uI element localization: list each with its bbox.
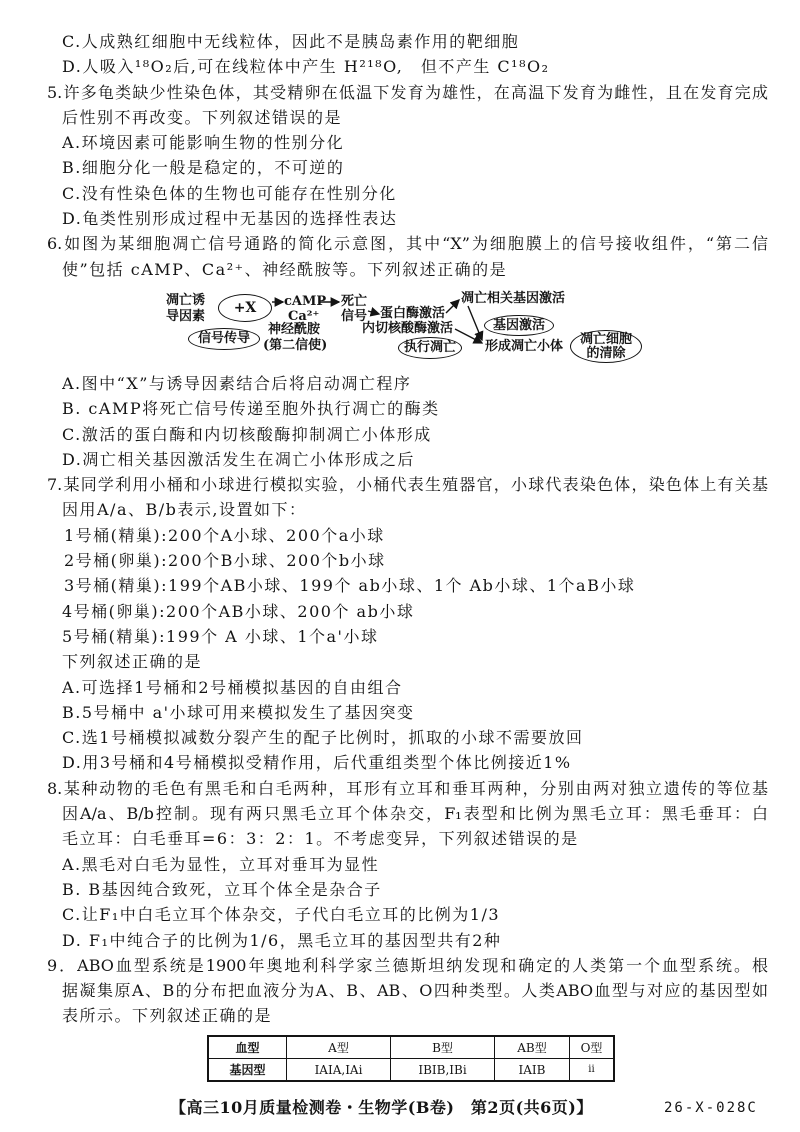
inducer-label-line-2: 导因素	[166, 309, 206, 324]
q7-question: 下列叙述正确的是	[62, 652, 203, 672]
apoptosis-gene-activation: 凋亡相关基因激活	[461, 291, 566, 306]
death-signal-line-2: 信号	[341, 309, 368, 324]
execution-label: 执行凋亡	[403, 340, 456, 355]
q7-option-a: A.可选择1号桶和2号桶模拟基因的自由组合	[62, 677, 403, 697]
q5-option-d: D.龟类性别形成过程中无基因的选择性表达	[62, 209, 398, 229]
q8-stem-line-3: 毛立耳：白毛垂耳=6：3：2：1。不考虑变异，下列叙述错误的是	[62, 829, 579, 849]
q7-option-d: D.用3号桶和4号桶模拟受精作用，后代重组类型个体比例接近1%	[62, 753, 572, 773]
q4-option-c: C.人成熟红细胞中无线粒体，因此不是胰岛素作用的靶细胞	[62, 32, 520, 51]
death-signal-line-1: 死亡	[341, 294, 368, 309]
table-header-row	[208, 1036, 614, 1059]
table-cell: 基因型	[208, 1059, 287, 1082]
blood-type-table	[207, 1035, 615, 1082]
q6-option-b: B. cAMP将死亡信号传递至胞外执行凋亡的酶类	[62, 399, 440, 419]
q6-option-d: D.凋亡相关基因激活发生在凋亡小体形成之后	[62, 449, 415, 469]
table-header-cell: B型	[391, 1036, 495, 1059]
apoptosis-pathway-diagram	[0, 282, 800, 371]
messenger-camp: cAMP	[284, 294, 327, 309]
signal-transduction-label: 信号传导	[197, 331, 250, 346]
q6-option-a: A.图中“X”与诱导因素结合后将启动凋亡程序	[62, 374, 412, 393]
table-header-cell: A型	[287, 1036, 391, 1059]
clearance-oval	[570, 330, 642, 363]
q8-stem-line-2: 因A/a、B/b控制。现有两只黑毛立耳个体杂交，F₁表型和比例为黑毛立耳：黑毛垂耳：白	[62, 804, 768, 824]
signal-transduction-oval	[188, 328, 260, 350]
q7-option-c: C.选1号桶模拟减数分裂产生的配子比例时，抓取的小球不需要放回	[62, 728, 584, 748]
q9-stem-line-1: 9．ABO血型系统是1900年奥地利科学家兰德斯坦纳发现和确定的人类第一个血型系统。根	[47, 955, 768, 975]
q8-option-a: A.黑毛对白毛为显性，立耳对垂耳为显性	[62, 854, 380, 874]
execution-oval	[398, 337, 462, 359]
q6-option-c: C.激活的蛋白酶和内切核酸酶抑制凋亡小体形成	[62, 424, 432, 444]
q5-stem-line-1: 5.许多龟类缺少性染色体，其受精卵在低温下发育为雄性，在高温下发育为雌性，且在发育完成	[47, 82, 768, 102]
arrow-death-signal-to-enzymes	[368, 311, 379, 314]
arrow-gene-activation-to-apoptotic-body	[468, 306, 482, 340]
q5-stem-line-2: 后性别不再改变。下列叙述错误的是	[62, 107, 343, 127]
q7-bucket-1: 1号桶(精巢):200个A小球、200个a小球	[64, 525, 385, 545]
q7-stem-line-1: 7.某同学利用小桶和小球进行模拟实验，小桶代表生殖器官，小球代表染色体，染色体上有关基	[47, 475, 768, 495]
q8-option-d: D. F₁中纯合子的比例为1/6，黑毛立耳的基因型共有2种	[62, 930, 502, 950]
table-header-cell: O型	[570, 1036, 615, 1059]
clearance-label-line-1: 凋亡细胞	[579, 331, 632, 347]
q7-option-b: B.5号桶中 a'小球可用来模拟发生了基因突变	[62, 702, 415, 722]
table-cell: IAIB	[495, 1059, 570, 1082]
receptor-x-oval	[218, 294, 272, 322]
footer-code: 26-X-028C	[664, 1100, 758, 1116]
q7-bucket-5: 5号桶(精巢):199个 A 小球、1个a'小球	[62, 626, 379, 646]
table-cell: IBIB,IBi	[391, 1059, 495, 1082]
q6-stem-line-2: 使”包括 cAMP、Ca²⁺、神经酰胺等。下列叙述正确的是	[62, 259, 508, 279]
protease-activation: 蛋白酶激活	[380, 306, 446, 321]
q5-option-b: B.细胞分化一般是稳定的，不可逆的	[62, 158, 345, 178]
q8-stem-line-1: 8.某种动物的毛色有黑毛和白毛两种，耳形有立耳和垂耳两种，分别由两对独立遗传的等位基	[47, 778, 768, 798]
messenger-calcium: Ca²⁺	[288, 309, 320, 324]
q7-stem-line-2: 因用A/a、B/b表示,设置如下：	[62, 500, 307, 520]
apoptotic-body-formation: 形成凋亡小体	[485, 339, 564, 354]
q9-stem-line-3: 表所示。下列叙述正确的是	[62, 1006, 273, 1026]
messenger-ceramide: 神经酰胺	[268, 322, 321, 337]
q4-option-d: D.人吸入¹⁸O₂后,可在线粒体中产生 H²¹⁸O, 但不产生 C¹⁸O₂	[62, 57, 550, 77]
q6-stem-line-1: 6.如图为某细胞凋亡信号通路的简化示意图，其中“X”为细胞膜上的信号接收组件，“第二信	[47, 234, 768, 254]
q5-option-c: C.没有性染色体的生物也可能存在性别分化	[62, 183, 397, 203]
q8-option-c: C.让F₁中白毛立耳个体杂交，子代白毛立耳的比例为1/3	[62, 905, 501, 925]
q7-bucket-2: 2号桶(卵巢):200个B小球、200个b小球	[64, 551, 386, 571]
q7-bucket-3: 3号桶(精巢):199个AB小球、199个 ab小球、1个 Ab小球、1个aB小球	[64, 576, 636, 596]
table-cell: IAIA,IAi	[287, 1059, 391, 1082]
table-header-cell: AB型	[495, 1036, 570, 1059]
table-header-cell: 血型	[208, 1036, 287, 1059]
q8-option-b: B. B基因纯合致死，立耳个体全是杂合子	[62, 879, 382, 899]
q7-bucket-4: 4号桶(卵巢):200个AB小球、200个 ab小球	[62, 601, 415, 621]
q9-stem-line-2: 据凝集原A、B的分布把血液分为A、B、AB、O四种类型。人类ABO血型与对应的基因型如	[62, 981, 768, 1001]
receptor-x-label: +X	[233, 300, 257, 316]
table-cell: ii	[570, 1059, 615, 1082]
block-bottom	[0, 371, 800, 1029]
arrow-enzymes-to-gene-activation	[446, 300, 459, 313]
gene-activation-oval	[484, 315, 554, 336]
clearance-label-line-2: 的清除	[586, 345, 626, 361]
q5-option-a: A.环境因素可能影响生物的性别分化	[62, 133, 345, 153]
block-top	[0, 29, 800, 282]
footer-title: 【高三10月质量检测卷・生物学(B卷) 第2页(共6页)】	[170, 1098, 593, 1117]
second-messenger-label: (第二信使)	[263, 338, 328, 353]
inducer-label-line-1: 凋亡诱	[166, 293, 206, 308]
gene-activation-oval-label: 基因激活	[492, 317, 545, 333]
endonuclease-activation: 内切核酸酶激活	[362, 321, 454, 336]
table-row	[208, 1059, 614, 1082]
